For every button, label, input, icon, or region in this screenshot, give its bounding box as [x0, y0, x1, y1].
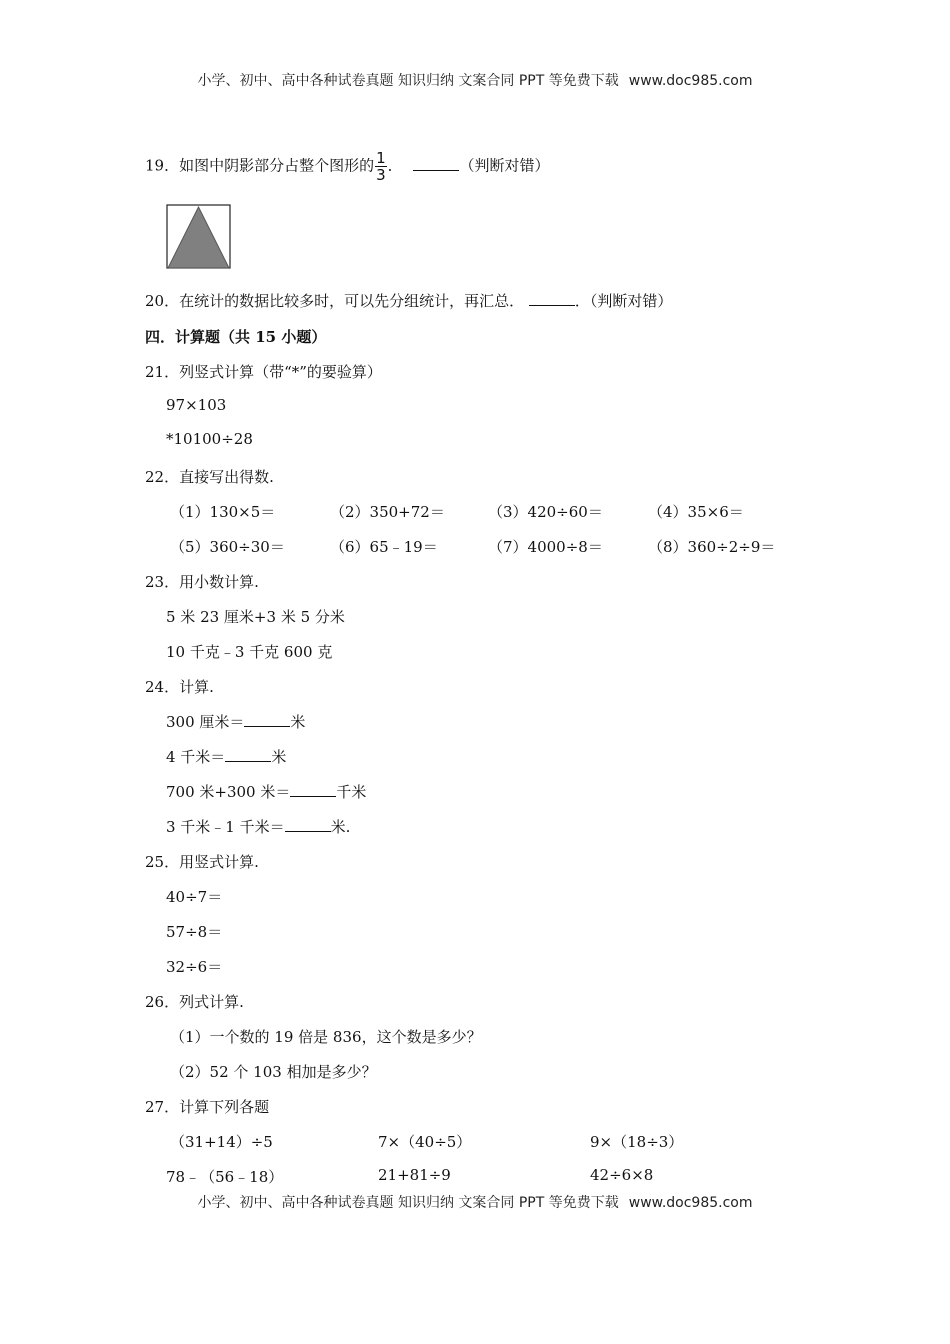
- list-item: 40÷7＝: [166, 888, 223, 906]
- question-22: [145, 466, 274, 487]
- triangle-in-square-figure: [166, 204, 232, 270]
- fill-in-item: [166, 816, 350, 837]
- arithmetic-item: （4）35×6＝: [648, 503, 744, 521]
- question-19: [145, 150, 549, 183]
- answer-blank[interactable]: [285, 817, 331, 832]
- question-24: [145, 676, 214, 697]
- section-title: 四．计算题（共 15 小题）: [145, 328, 327, 346]
- answer-blank[interactable]: [244, 712, 290, 727]
- question-suffix: ．（判断对错）: [574, 292, 673, 310]
- arithmetic-item: （5）360÷30＝: [170, 538, 285, 556]
- list-item: （2）52 个 103 相加是多少？: [170, 1063, 377, 1081]
- item-text: 3 千米﹣1 千米＝: [166, 818, 285, 836]
- question-text: 列式计算.: [179, 993, 244, 1011]
- header-url: www.doc985.com: [628, 73, 753, 89]
- arithmetic-item: 7×（40÷5）: [378, 1133, 472, 1151]
- item-unit: 米.: [330, 818, 351, 836]
- arithmetic-item: 78﹣（56﹣18）: [166, 1168, 284, 1186]
- arithmetic-item: （6）65﹣19＝: [330, 538, 438, 556]
- question-number: 23．: [145, 573, 180, 591]
- list-item: 97×103: [166, 396, 227, 414]
- arithmetic-item: （7）4000÷8＝: [488, 538, 603, 556]
- item-unit: 米: [290, 713, 306, 731]
- arithmetic-item: 9×（18÷3）: [590, 1133, 684, 1151]
- list-item: 57÷8＝: [166, 923, 223, 941]
- page-footer: [0, 1192, 950, 1212]
- question-number: 26．: [145, 993, 180, 1011]
- question-text: 在统计的数据比较多时，可以先分组统计，再汇总．: [179, 292, 525, 310]
- question-number: 25．: [145, 853, 180, 871]
- question-suffix: （判断对错）: [459, 156, 550, 175]
- arithmetic-item: 21+81÷9: [378, 1166, 451, 1184]
- question-21: [145, 361, 382, 382]
- item-text: 300 厘米＝: [166, 713, 245, 731]
- fill-in-item: [166, 711, 305, 732]
- list-item: *10100÷28: [166, 430, 253, 448]
- list-item: （1）一个数的 19 倍是 836，这个数是多少？: [170, 1028, 482, 1046]
- fraction-numerator: 1: [376, 149, 386, 167]
- answer-blank[interactable]: [290, 782, 336, 797]
- item-text: 4 千米＝: [166, 748, 226, 766]
- arithmetic-item: （1）130×5＝: [170, 503, 276, 521]
- list-item: 5 米 23 厘米+3 米 5 分米: [166, 608, 345, 626]
- fill-in-item: [166, 746, 286, 767]
- question-20: [145, 290, 672, 311]
- item-unit: 千米: [336, 783, 367, 801]
- arithmetic-item: （8）360÷2÷9＝: [648, 538, 776, 556]
- arithmetic-item: 42÷6×8: [590, 1166, 654, 1184]
- question-text: 计算.: [179, 678, 214, 696]
- question-text: 计算下列各题: [179, 1098, 270, 1116]
- footer-text: 小学、初中、高中各种试卷真题 知识归纳 文案合同 PPT 等免费下载: [197, 1195, 619, 1211]
- question-number: 20．: [145, 292, 180, 310]
- fraction: [375, 150, 387, 183]
- question-text: 直接写出得数.: [179, 468, 274, 486]
- answer-blank[interactable]: [413, 156, 459, 171]
- question-23: [145, 571, 259, 592]
- arithmetic-item: （31+14）÷5: [170, 1133, 273, 1151]
- question-25: [145, 851, 259, 872]
- arithmetic-item: （2）350+72＝: [330, 503, 445, 521]
- fill-in-item: [166, 781, 366, 802]
- question-number: 27．: [145, 1098, 180, 1116]
- arithmetic-item: （3）420÷60＝: [488, 503, 603, 521]
- question-number: 19．: [145, 156, 180, 175]
- question-number: 21．: [145, 363, 180, 381]
- question-text: 如图中阴影部分占整个图形的: [179, 156, 375, 175]
- answer-blank[interactable]: [529, 291, 575, 306]
- page-header: [0, 70, 950, 90]
- question-number: 22．: [145, 468, 180, 486]
- question-text: 用小数计算.: [179, 573, 259, 591]
- question-number: 24．: [145, 678, 180, 696]
- question-27: [145, 1096, 269, 1117]
- question-text: 列竖式计算（带“*”的要验算）: [179, 363, 382, 381]
- item-unit: 米: [271, 748, 287, 766]
- header-text: 小学、初中、高中各种试卷真题 知识归纳 文案合同 PPT 等免费下载: [197, 73, 619, 89]
- item-text: 700 米+300 米＝: [166, 783, 291, 801]
- question-26: [145, 991, 244, 1012]
- answer-blank[interactable]: [225, 747, 271, 762]
- list-item: 32÷6＝: [166, 958, 223, 976]
- fraction-denominator: 3: [376, 166, 386, 184]
- question-text-after: ．: [387, 156, 403, 175]
- footer-url: www.doc985.com: [628, 1195, 753, 1211]
- question-text: 用竖式计算.: [179, 853, 259, 871]
- list-item: 10 千克﹣3 千克 600 克: [166, 643, 333, 661]
